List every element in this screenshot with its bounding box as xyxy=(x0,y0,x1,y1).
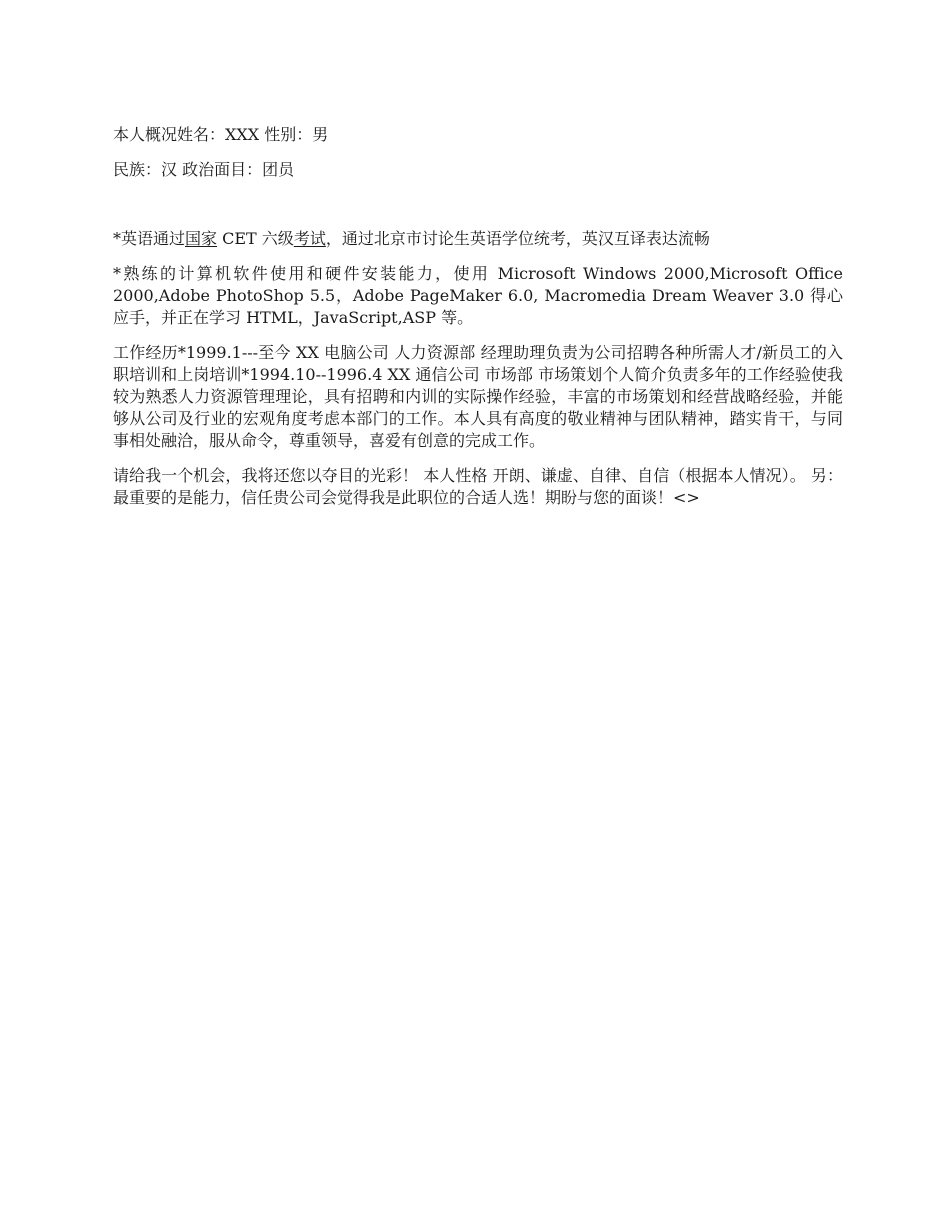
computer-skills-paragraph: *熟练的计算机软件使用和硬件安装能力，使用 Microsoft Windows 2000,Microsoft Office 2000,Adobe PhotoShop 5.5，Adobe PageMaker 6.0, Macromedia Dream Weaver 3.0 得心应手，并正在学习 HTML，JavaScript,ASP 等。 xyxy=(113,264,843,327)
english-mid: CET 六级 xyxy=(217,229,294,248)
closing-paragraph: 请给我一个机会，我将还您以夺目的光彩！ 本人性格 开朗、谦虚、自律、自信（根据本人情况）。 另：最重要的是能力，信任贵公司会觉得我是此职位的合适人选！期盼与您的面谈！<> xyxy=(113,466,843,507)
resume-body xyxy=(113,124,843,509)
country-link[interactable]: 国家 xyxy=(185,229,218,248)
name-gender-line: 本人概况姓名：XXX 性别：男 xyxy=(113,125,329,144)
ethnicity-politics-line: 民族：汉 政治面目：团员 xyxy=(113,160,295,179)
english-skill-paragraph xyxy=(113,228,843,250)
english-suffix: ，通过北京市讨论生英语学位统考，英汉互译表达流畅 xyxy=(325,229,710,248)
exam-link[interactable]: 考试 xyxy=(293,229,326,248)
english-prefix: *英语通过 xyxy=(113,229,186,248)
work-experience-paragraph: 工作经历*1999.1---至今 XX 电脑公司 人力资源部 经理助理负责为公司招聘各种所需人才/新员工的入职培训和上岗培训*1994.10--1996.4 XX 通信公司 市场部 市场策划个人简介负责多年的工作经验使我较为熟悉人力资源管理理论，具有招聘和内训的实际操作经验，丰富的市场策划和经营战略经验，并能够从公司及行业的宏观角度考虑本部门的工作。本人具有高度的敬业精神与团队精神，踏实肯干，与同事相处融洽，服从命令，尊重领导，喜爱有创意的完成工作。 xyxy=(113,343,843,450)
